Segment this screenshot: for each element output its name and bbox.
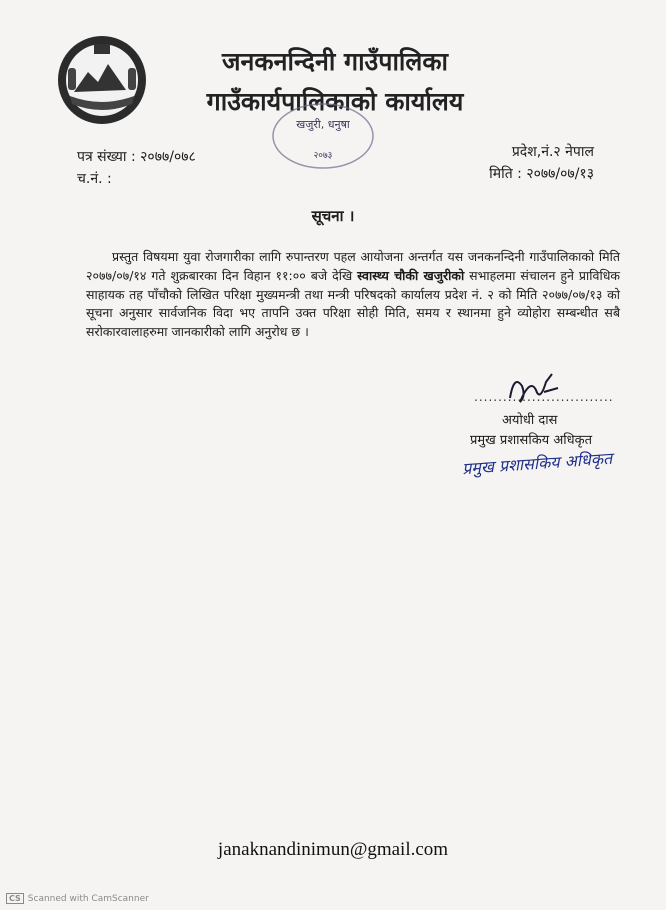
notice-body-part2: सभाहलमा संचालन हुने प्राविधिक साहायक तह पाँचौको लिखित परिक्षा मुख्यमन्त्री तथा मन्त्री परिषदको कार्यालय प्रदेश नं. २ को मिति २०७७/०७/१३ को सूचना अनुसार सार्वजनिक विदा भए तापनि उक्त परिक्षा सोही मिति, समय र स्थानमा हुने व्योहोरा सम्बन्धीत सबै सरोकारवालाहरुमा जानकारीको लागि अनुरोध छ । <box>86 267 620 340</box>
province-label: प्रदेश,नं.२ नेपाल <box>511 144 594 160</box>
signatory-name: अयोधी दास <box>502 413 558 428</box>
header-municipality-name: जनकनन्दिनी गाउँपालिका <box>221 47 449 76</box>
stamp-year: २०७३ <box>313 151 333 161</box>
scanner-watermark <box>6 893 149 904</box>
office-stamp <box>268 100 378 172</box>
scanner-text: Scanned with CamScanner <box>27 894 149 904</box>
stamp-location: खजुरी, धनुषा <box>296 118 350 131</box>
government-emblem-icon <box>56 34 148 126</box>
contact-email: janaknandinimun@gmail.com <box>217 839 449 860</box>
designation-seal: प्रमुख प्रशासकिय अधिकृत <box>461 448 613 479</box>
dispatch-number: च.नं. : <box>77 171 112 187</box>
header-office-name: गाउँकार्यपालिकाको कार्यालय <box>206 87 464 116</box>
signature-line: ............................. <box>474 390 614 404</box>
notice-body-bold: स्वास्थ्य चौकी खजुरीको <box>357 267 465 283</box>
notice-title: सूचना । <box>311 207 355 225</box>
notice-body <box>86 248 620 342</box>
reference-number: पत्र संख्या : २०७७/०७८ <box>77 149 196 165</box>
signatory-title: प्रमुख प्रशासकिय अधिकृत <box>470 433 593 448</box>
camscanner-icon: CS <box>6 893 24 904</box>
letter-date: मिति : २०७७/०७/१३ <box>489 166 594 182</box>
notice-body-part1: प्रस्तुत विषयमा युवा रोजगारीका लागि रुपान्तरण पहल आयोजना अन्तर्गत यस जनकनन्दिनी गाउँपालिकाको मिति २०७७/०७/१४ गते शुक्रबारका दिन विहान ११:०० बजे देखि <box>86 249 620 283</box>
